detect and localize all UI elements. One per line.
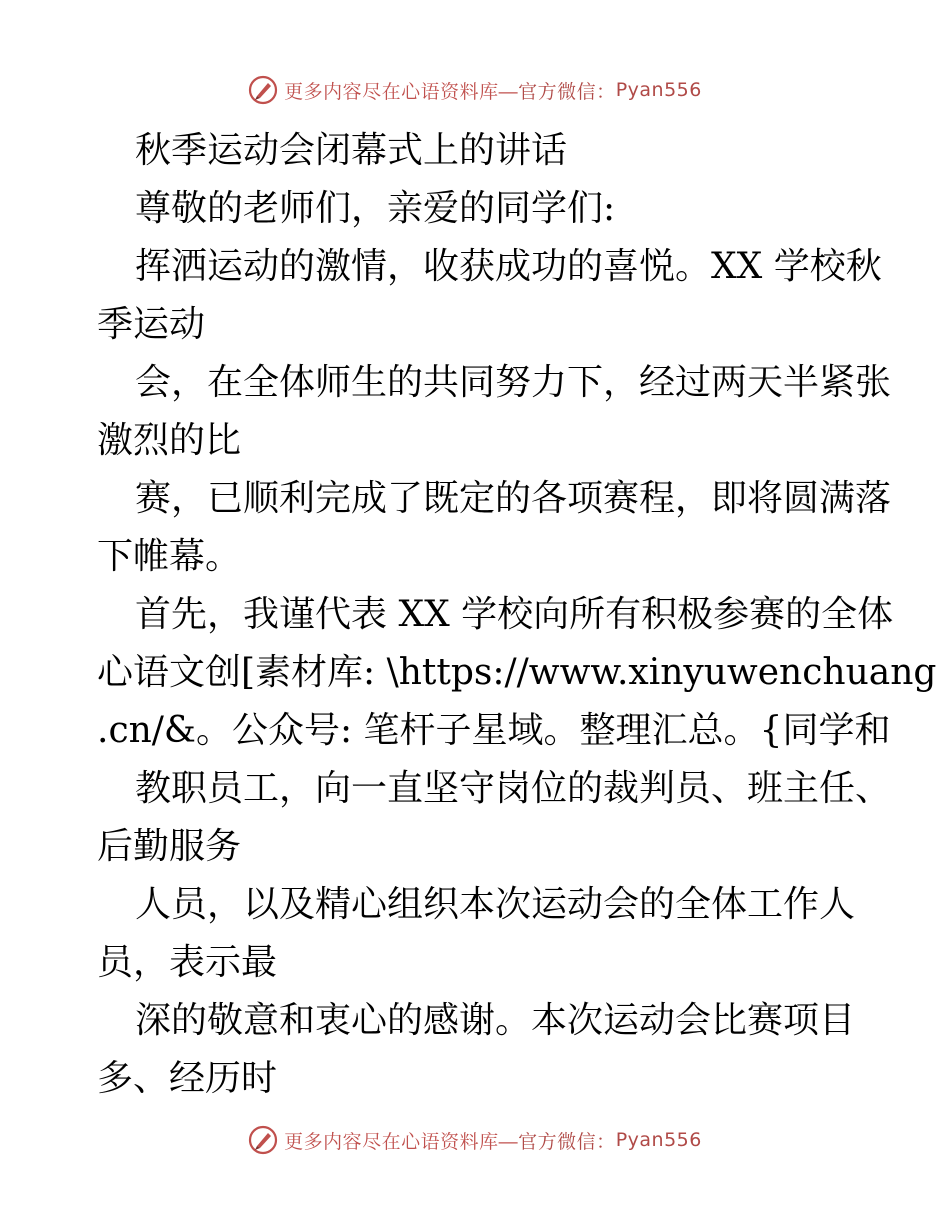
paragraph-line: 多、经历时 xyxy=(97,1058,278,1099)
paragraph-line: 深的敬意和衷心的感谢。本次运动会比赛项目 xyxy=(135,1000,856,1041)
banner-wechat-id: Pyan556 xyxy=(615,1129,702,1151)
paragraph-line: 赛，已顺利完成了既定的各项赛程，即将圆满落 xyxy=(135,478,892,519)
banner-wechat-label: 官方微信： xyxy=(518,80,616,103)
paragraph-line: 员，表示最 xyxy=(97,942,278,983)
paragraph-line: 后勤服务 xyxy=(97,826,242,867)
banner-text: 更多内容尽在心语资料库— xyxy=(284,81,519,103)
paragraph-line: 挥洒运动的激情，收获成功的喜悦。XX 学校秋 xyxy=(135,246,882,287)
document-title: 秋季运动会闭幕式上的讲话 xyxy=(135,130,568,171)
salutation: 尊敬的老师们，亲爱的同学们: xyxy=(135,188,616,229)
document-body xyxy=(97,122,937,1108)
header-watermark-banner xyxy=(0,70,950,110)
paragraph-line: 激烈的比 xyxy=(97,420,242,461)
paragraph-line: 人员，以及精心组织本次运动会的全体工作人 xyxy=(135,884,856,925)
paragraph-line: 下帷幕。 xyxy=(97,536,242,577)
paragraph-line: 心语文创[素材库: \https://www.xinyuwenchuang xyxy=(97,652,937,693)
paragraph-line: 会，在全体师生的共同努力下，经过两天半紧张 xyxy=(135,362,892,403)
paragraph-line: .cn/&。公众号: 笔杆子星域。整理汇总。{同学和 xyxy=(97,710,891,751)
banner-text: 更多内容尽在心语资料库— xyxy=(284,1131,519,1153)
pen-logo-icon xyxy=(248,75,278,105)
footer-watermark-banner xyxy=(0,1120,950,1160)
paragraph-line: 首先，我谨代表 XX 学校向所有积极参赛的全体 xyxy=(135,594,894,635)
pen-logo-icon xyxy=(248,1125,278,1155)
paragraph-line: 季运动 xyxy=(97,304,206,345)
banner-wechat-label: 官方微信： xyxy=(518,1130,616,1153)
banner-wechat-id: Pyan556 xyxy=(615,79,702,101)
paragraph-line: 教职员工，向一直坚守岗位的裁判员、班主任、 xyxy=(135,768,892,809)
